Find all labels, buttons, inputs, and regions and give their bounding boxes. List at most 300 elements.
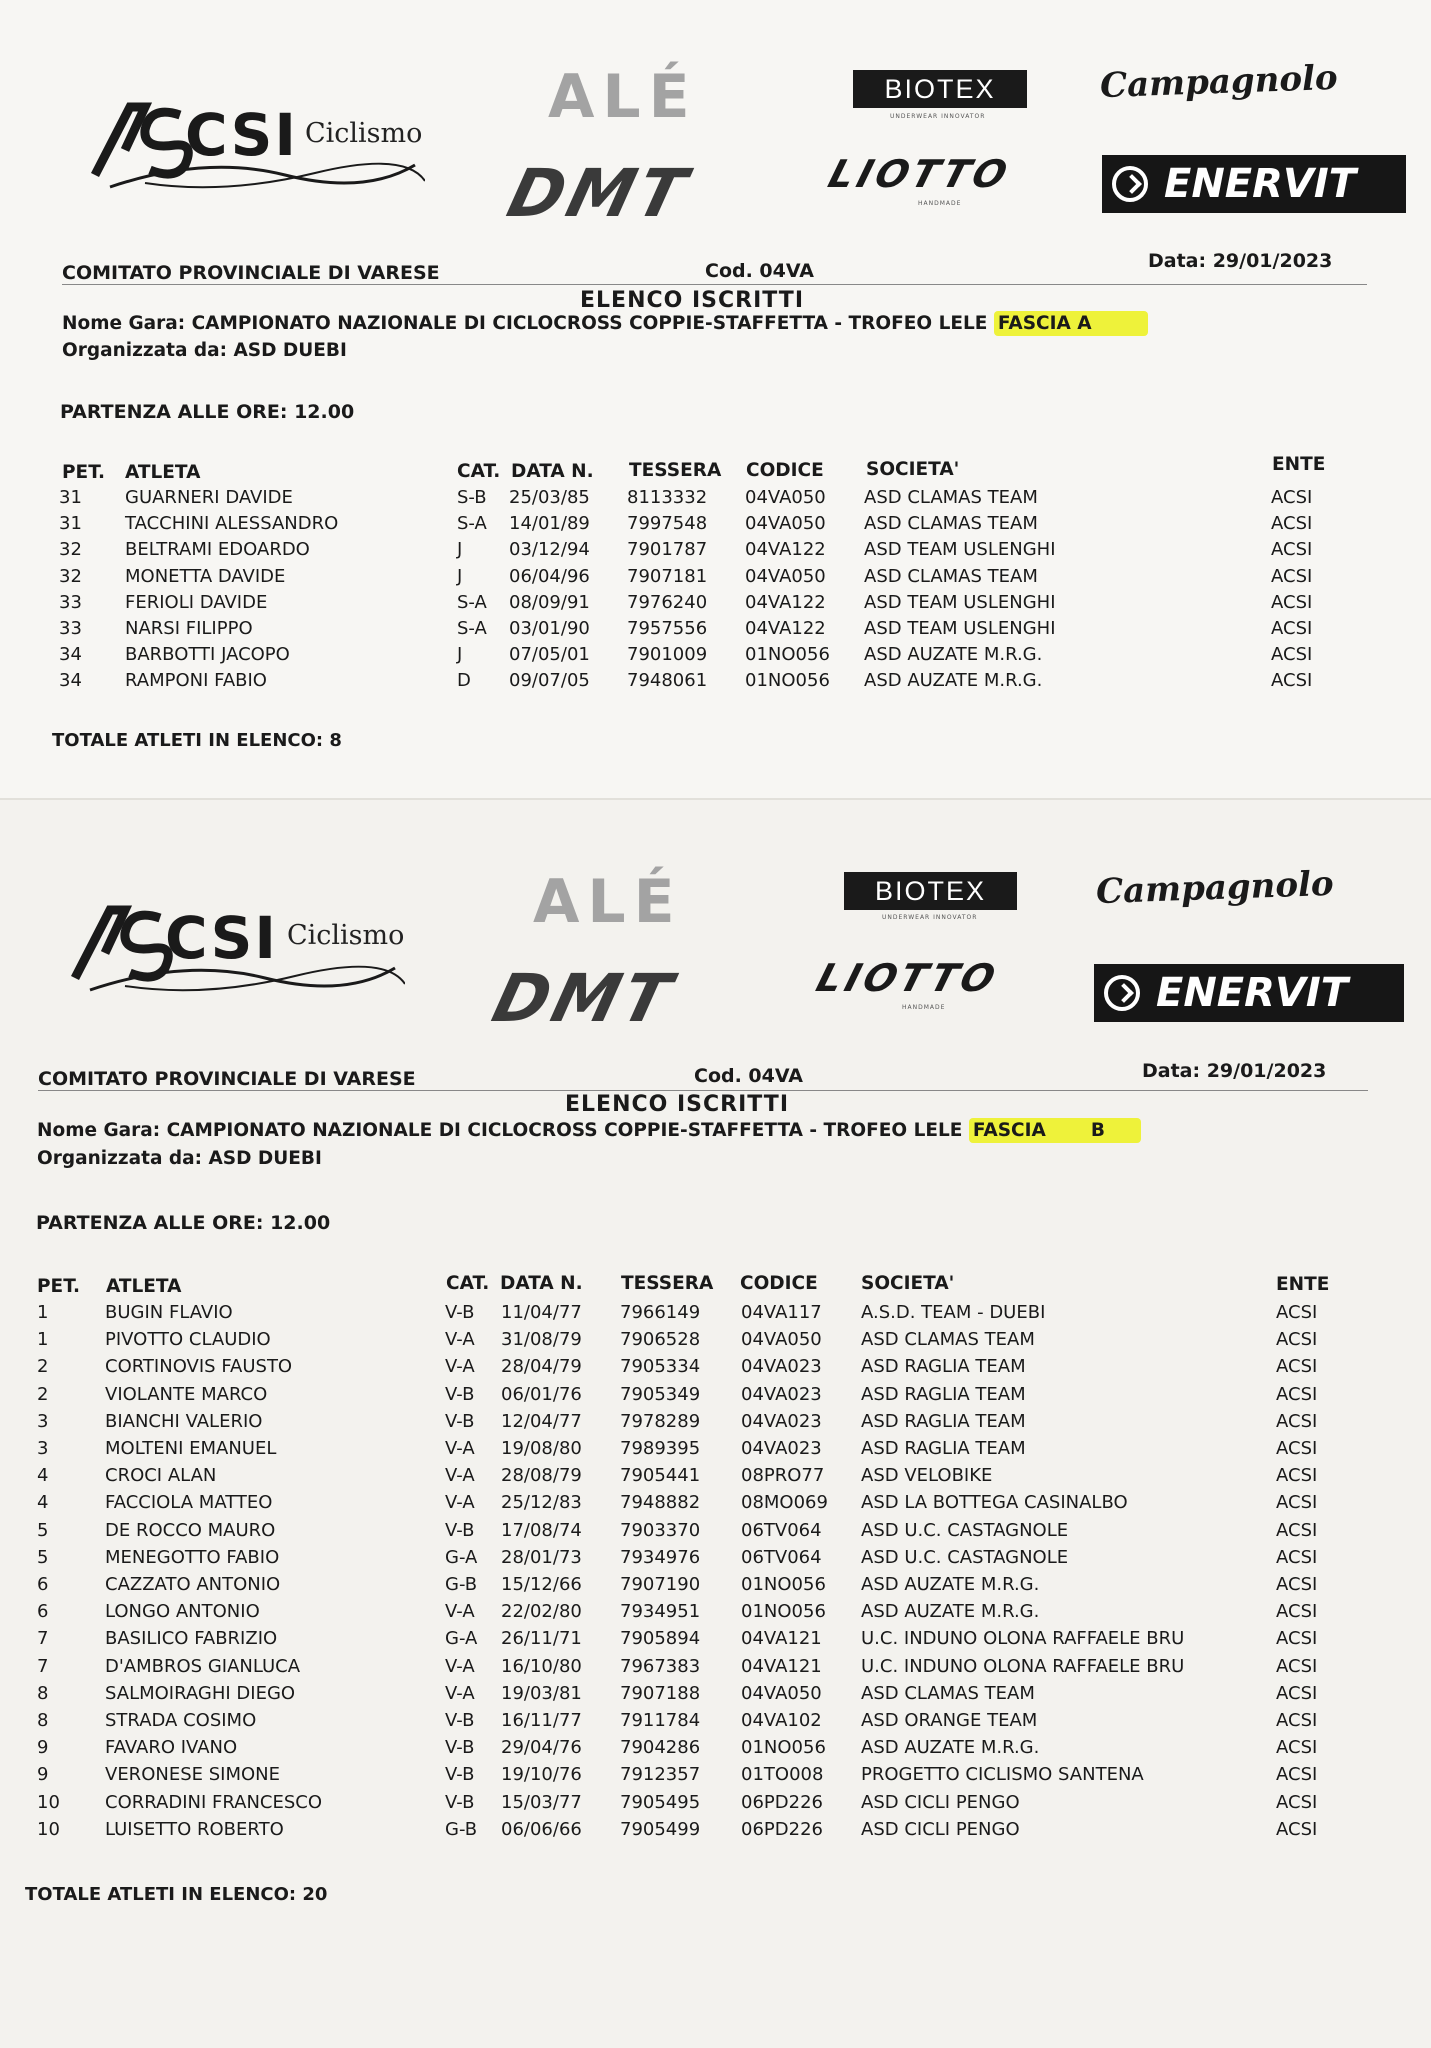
cell-atleta: BASILICO FABRIZIO [105, 1628, 278, 1650]
table-row [0, 1737, 1431, 1763]
table-row [0, 1438, 1431, 1464]
cell-codice: 08PRO77 [741, 1465, 825, 1487]
col-codice: CODICE [746, 460, 824, 481]
cell-tessera: 7907181 [627, 565, 708, 587]
cell-atleta: MOLTENI EMANUEL [105, 1438, 277, 1459]
cell-codice: 04VA050 [745, 487, 826, 508]
cell-pet: 4 [37, 1492, 49, 1514]
cell-ente: ACSI [1276, 1737, 1318, 1759]
enervit-text: ENERVIT [1156, 970, 1349, 1016]
codice-comitato: Cod. 04VA [705, 260, 814, 282]
cell-ente: ACSI [1276, 1601, 1318, 1623]
cell-societa: ASD AUZATE M.R.G. [861, 1574, 1040, 1595]
cell-societa: ASD TEAM USLENGHI [864, 539, 1056, 561]
dmt-logo: DMT [500, 155, 698, 232]
partenza: PARTENZA ALLE ORE: 12.00 [60, 401, 355, 423]
cell-data: 09/07/05 [509, 670, 590, 692]
cell-data: 22/02/80 [501, 1601, 582, 1623]
cell-tessera: 7912357 [620, 1764, 701, 1786]
cell-tessera: 7904286 [620, 1737, 701, 1759]
cell-societa: ASD CLAMAS TEAM [861, 1682, 1035, 1704]
cell-pet: 9 [37, 1764, 49, 1786]
cell-pet: 7 [37, 1628, 49, 1650]
cell-cat: S-A [457, 591, 487, 613]
cell-codice: 04VA023 [741, 1438, 822, 1459]
cell-atleta: CAZZATO ANTONIO [105, 1574, 281, 1595]
cell-codice: 04VA122 [745, 618, 826, 639]
cell-atleta: VERONESE SIMONE [105, 1764, 280, 1786]
table-row [0, 1356, 1431, 1382]
cell-societa: ASD U.C. CASTAGNOLE [861, 1519, 1069, 1541]
cell-ente: ACSI [1276, 1329, 1318, 1351]
header-divider [62, 284, 1367, 285]
cell-ente: ACSI [1276, 1764, 1318, 1786]
organizzata-da: Organizzata da: ASD DUEBI [62, 340, 347, 361]
liotto-logo: LIOTTO [823, 152, 1016, 196]
biotex-logo: BIOTEX [853, 70, 1027, 108]
col-pet: PET. [62, 462, 106, 483]
cell-data: 31/08/79 [501, 1329, 582, 1351]
cell-tessera: 7906528 [620, 1329, 701, 1351]
nome-gara-text: Nome Gara: CAMPIONATO NAZIONALE DI CICLOCROSS COPPIE-STAFFETTA - TROFEO LELE [62, 313, 988, 334]
cell-codice: 06TV064 [741, 1546, 822, 1568]
cell-cat: G-B [445, 1574, 478, 1595]
partenza: PARTENZA ALLE ORE: 12.00 [36, 1212, 331, 1234]
cell-societa: ASD CLAMAS TEAM [864, 565, 1038, 587]
cell-data: 11/04/77 [501, 1302, 582, 1323]
page-title: ELENCO ISCRITTI [565, 1092, 789, 1117]
cell-ente: ACSI [1276, 1410, 1318, 1432]
cell-atleta: CROCI ALAN [105, 1465, 217, 1487]
liotto-logo: LIOTTO [811, 956, 1004, 1000]
cell-codice: 04VA122 [745, 539, 826, 561]
cell-societa: ASD LA BOTTEGA CASINALBO [861, 1492, 1128, 1514]
cell-cat: V-A [445, 1655, 475, 1677]
cell-tessera: 7905894 [620, 1628, 701, 1650]
cell-ente: ACSI [1271, 644, 1313, 666]
cell-tessera: 7907190 [620, 1574, 701, 1595]
cell-pet: 2 [37, 1356, 49, 1378]
cell-cat: J [457, 565, 463, 587]
cell-codice: 06PD226 [741, 1791, 823, 1813]
cell-data: 25/12/83 [501, 1492, 582, 1514]
col-societa: SOCIETA' [866, 459, 960, 480]
cell-atleta: DE ROCCO MAURO [105, 1519, 276, 1541]
cell-atleta: LUISETTO ROBERTO [105, 1818, 284, 1840]
cell-data: 25/03/85 [509, 487, 590, 508]
cell-ente: ACSI [1276, 1655, 1318, 1677]
cell-societa: U.C. INDUNO OLONA RAFFAELE BRU [861, 1628, 1185, 1650]
table-row [0, 566, 1431, 592]
cell-ente: ACSI [1276, 1383, 1318, 1405]
cell-atleta: SALMOIRAGHI DIEGO [105, 1682, 296, 1704]
cell-atleta: CORTINOVIS FAUSTO [105, 1356, 293, 1378]
cell-societa: ASD CLAMAS TEAM [864, 513, 1038, 535]
cell-ente: ACSI [1276, 1519, 1318, 1541]
cell-atleta: BELTRAMI EDOARDO [125, 539, 310, 561]
table-row [0, 1384, 1431, 1410]
cell-cat: S-B [457, 487, 487, 508]
cell-cat: V-B [445, 1410, 475, 1432]
cell-data: 06/01/76 [501, 1383, 582, 1405]
totale-atleti: TOTALE ATLETI IN ELENCO: 20 [25, 1884, 328, 1905]
cell-tessera: 7907188 [620, 1682, 701, 1704]
cell-atleta: CORRADINI FRANCESCO [105, 1791, 323, 1813]
cell-data: 16/11/77 [501, 1710, 582, 1731]
cell-codice: 04VA122 [745, 591, 826, 613]
acsi-ciclismo-text: Ciclismo [287, 920, 405, 951]
cell-data: 28/04/79 [501, 1356, 582, 1378]
cell-societa: ASD RAGLIA TEAM [861, 1383, 1026, 1405]
cell-societa: ASD VELOBIKE [861, 1465, 993, 1487]
cell-pet: 31 [59, 513, 82, 535]
cell-pet: 31 [59, 487, 82, 508]
enervit-logo [1102, 155, 1406, 213]
table-row [0, 1628, 1431, 1654]
col-data-n: DATA N. [500, 1273, 583, 1294]
table-row [0, 513, 1431, 539]
nome-gara-text: Nome Gara: CAMPIONATO NAZIONALE DI CICLOCROSS COPPIE-STAFFETTA - TROFEO LELE [37, 1120, 963, 1141]
cell-data: 26/11/71 [501, 1628, 582, 1650]
cell-tessera: 7905334 [620, 1356, 701, 1378]
cell-tessera: 7957556 [627, 618, 708, 639]
cell-data: 07/05/01 [509, 644, 590, 666]
svg-text:CSI: CSI [165, 904, 278, 972]
cell-pet: 3 [37, 1410, 49, 1432]
cell-societa: ASD TEAM USLENGHI [864, 591, 1056, 613]
table-row [0, 1792, 1431, 1818]
cell-atleta: RAMPONI FABIO [125, 670, 267, 692]
cell-atleta: FERIOLI DAVIDE [125, 591, 268, 613]
cell-data: 28/08/79 [501, 1465, 582, 1487]
cell-data: 03/12/94 [509, 539, 590, 561]
codice-comitato: Cod. 04VA [694, 1065, 803, 1087]
cell-pet: 2 [37, 1383, 49, 1405]
cell-tessera: 7989395 [620, 1438, 701, 1459]
fascia-value: B [1090, 1120, 1106, 1141]
col-data-n: DATA N. [511, 461, 594, 482]
cell-pet: 32 [59, 565, 82, 587]
cell-ente: ACSI [1271, 591, 1313, 613]
cell-ente: ACSI [1276, 1682, 1318, 1704]
fascia-highlight [994, 311, 1148, 336]
cell-atleta: BARBOTTI JACOPO [125, 644, 290, 666]
cell-ente: ACSI [1276, 1438, 1318, 1459]
cell-tessera: 7905499 [620, 1818, 701, 1840]
svg-text:CSI: CSI [185, 101, 298, 169]
cell-tessera: 7903370 [620, 1519, 701, 1541]
cell-codice: 06TV064 [741, 1519, 822, 1541]
cell-data: 15/03/77 [501, 1791, 582, 1813]
fascia-highlight [969, 1118, 1141, 1143]
col-cat: CAT. [457, 461, 501, 482]
cell-pet: 34 [59, 670, 82, 692]
data-documento: Data: 29/01/2023 [1142, 1060, 1327, 1082]
cell-ente: ACSI [1276, 1546, 1318, 1568]
cell-tessera: 8113332 [627, 487, 708, 508]
cell-pet: 5 [37, 1519, 49, 1541]
cell-societa: ASD RAGLIA TEAM [861, 1438, 1026, 1459]
fascia-label: FASCIA [997, 313, 1071, 334]
cell-cat: V-A [445, 1465, 475, 1487]
cell-data: 19/10/76 [501, 1764, 582, 1786]
cell-societa: ASD AUZATE M.R.G. [861, 1737, 1040, 1759]
liotto-subtitle: HANDMADE [902, 1004, 946, 1011]
cell-tessera: 7978289 [620, 1410, 701, 1432]
cell-pet: 1 [37, 1302, 49, 1323]
biotex-subtitle: UNDERWEAR INNOVATOR [890, 113, 986, 120]
cell-societa: ASD RAGLIA TEAM [861, 1356, 1026, 1378]
sheet-fascia-b [0, 800, 1431, 2048]
table-row [0, 1601, 1431, 1627]
table-row [0, 1710, 1431, 1736]
table-row [0, 1302, 1431, 1328]
cell-societa: A.S.D. TEAM - DUEBI [861, 1302, 1046, 1323]
cell-codice: 04VA050 [745, 565, 826, 587]
cell-atleta: TACCHINI ALESSANDRO [125, 513, 339, 535]
cell-codice: 01NO056 [741, 1574, 826, 1595]
col-ente: ENTE [1276, 1274, 1330, 1295]
table-row [0, 1411, 1431, 1437]
cell-cat: V-A [445, 1329, 475, 1351]
cell-societa: ASD AUZATE M.R.G. [864, 670, 1043, 692]
liotto-subtitle: HANDMADE [918, 200, 962, 207]
cell-tessera: 7934976 [620, 1546, 701, 1568]
cell-ente: ACSI [1271, 618, 1313, 639]
sheet-fascia-a [0, 0, 1431, 800]
cell-codice: 04VA121 [741, 1655, 822, 1677]
cell-pet: 8 [37, 1710, 49, 1731]
cell-atleta: FAVARO IVANO [105, 1737, 238, 1759]
table-row [0, 539, 1431, 565]
cell-codice: 01NO056 [745, 644, 830, 666]
table-row [0, 1329, 1431, 1355]
cell-codice: 04VA050 [741, 1329, 822, 1351]
table-row [0, 1465, 1431, 1491]
cell-cat: V-A [445, 1682, 475, 1704]
cell-atleta: BIANCHI VALERIO [105, 1410, 263, 1432]
cell-cat: V-B [445, 1302, 475, 1323]
cell-ente: ACSI [1276, 1465, 1318, 1487]
cell-data: 06/06/66 [501, 1818, 582, 1840]
cell-cat: D [457, 670, 471, 692]
cell-societa: ASD AUZATE M.R.G. [861, 1601, 1040, 1623]
cell-codice: 04VA023 [741, 1356, 822, 1378]
organizzata-da: Organizzata da: ASD DUEBI [37, 1148, 322, 1169]
table-row [0, 1819, 1431, 1845]
header-divider [38, 1090, 1368, 1091]
cell-tessera: 7911784 [620, 1710, 701, 1731]
cell-cat: G-A [445, 1628, 478, 1650]
cell-ente: ACSI [1271, 513, 1313, 535]
cell-atleta: MONETTA DAVIDE [125, 565, 286, 587]
cell-cat: V-B [445, 1383, 475, 1405]
cell-ente: ACSI [1271, 565, 1313, 587]
enervit-arrow-icon [1112, 166, 1148, 202]
acsi-ciclismo-text: Ciclismo [305, 118, 423, 149]
cell-societa: ASD CLAMAS TEAM [861, 1329, 1035, 1351]
nome-gara [62, 313, 1148, 334]
cell-pet: 10 [37, 1818, 60, 1840]
cell-data: 19/08/80 [501, 1438, 582, 1459]
cell-codice: 08MO069 [741, 1492, 828, 1514]
cell-cat: V-B [445, 1519, 475, 1541]
table-row [0, 644, 1431, 670]
cell-ente: ACSI [1276, 1492, 1318, 1514]
cell-societa: ASD RAGLIA TEAM [861, 1410, 1026, 1432]
cell-pet: 33 [59, 591, 82, 613]
cell-ente: ACSI [1271, 539, 1313, 561]
table-row [0, 487, 1431, 513]
comitato: COMITATO PROVINCIALE DI VARESE [38, 1068, 416, 1090]
table-row [0, 1492, 1431, 1518]
cell-tessera: 7901787 [627, 539, 708, 561]
col-atleta: ATLETA [106, 1276, 182, 1297]
cell-pet: 33 [59, 618, 82, 639]
cell-tessera: 7966149 [620, 1302, 701, 1323]
ale-logo: ALÉ [533, 867, 683, 937]
cell-codice: 04VA050 [741, 1682, 822, 1704]
cell-pet: 8 [37, 1682, 49, 1704]
cell-atleta: D'AMBROS GIANLUCA [105, 1655, 301, 1677]
cell-atleta: GUARNERI DAVIDE [125, 487, 293, 508]
cell-cat: G-B [445, 1818, 478, 1840]
cell-data: 15/12/66 [501, 1574, 582, 1595]
biotex-logo: BIOTEX [844, 872, 1017, 910]
cell-data: 08/09/91 [509, 591, 590, 613]
cell-cat: V-B [445, 1791, 475, 1813]
col-tessera: TESSERA [629, 460, 722, 481]
cell-pet: 5 [37, 1546, 49, 1568]
cell-tessera: 7905441 [620, 1465, 701, 1487]
cell-atleta: BUGIN FLAVIO [105, 1302, 233, 1323]
cell-cat: V-B [445, 1764, 475, 1786]
cell-pet: 7 [37, 1655, 49, 1677]
col-cat: CAT. [446, 1273, 490, 1294]
cell-societa: ASD CICLI PENGO [861, 1818, 1020, 1840]
table-row [0, 1574, 1431, 1600]
cell-pet: 3 [37, 1438, 49, 1459]
table-row [0, 1656, 1431, 1682]
cell-ente: ACSI [1276, 1356, 1318, 1378]
table-row [0, 592, 1431, 618]
cell-societa: PROGETTO CICLISMO SANTENA [861, 1764, 1144, 1786]
table-row [0, 1683, 1431, 1709]
cell-pet: 4 [37, 1465, 49, 1487]
cell-cat: V-A [445, 1492, 475, 1514]
fascia-label: FASCIA [972, 1120, 1046, 1141]
cell-cat: J [457, 539, 463, 561]
cell-societa: ASD ORANGE TEAM [861, 1710, 1038, 1731]
cell-codice: 01NO056 [745, 670, 830, 692]
nome-gara [37, 1120, 1141, 1141]
cell-pet: 32 [59, 539, 82, 561]
cell-cat: V-B [445, 1737, 475, 1759]
cell-cat: S-A [457, 618, 487, 639]
cell-data: 14/01/89 [509, 513, 590, 535]
cell-data: 29/04/76 [501, 1737, 582, 1759]
campagnolo-logo: Campagnolo [1099, 57, 1339, 107]
cell-ente: ACSI [1276, 1818, 1318, 1840]
cell-atleta: VIOLANTE MARCO [105, 1383, 268, 1405]
cell-atleta: PIVOTTO CLAUDIO [105, 1329, 271, 1351]
cell-cat: J [457, 644, 463, 666]
cell-atleta: FACCIOLA MATTEO [105, 1492, 273, 1514]
cell-codice: 04VA023 [741, 1410, 822, 1432]
cell-tessera: 7905495 [620, 1791, 701, 1813]
page-title: ELENCO ISCRITTI [580, 288, 804, 313]
enervit-text: ENERVIT [1164, 161, 1357, 207]
col-codice: CODICE [740, 1273, 818, 1294]
cell-codice: 04VA121 [741, 1628, 822, 1650]
cell-societa: ASD AUZATE M.R.G. [864, 644, 1043, 666]
table-row [0, 1520, 1431, 1546]
cell-pet: 10 [37, 1791, 60, 1813]
cell-pet: 6 [37, 1574, 49, 1595]
table-row [0, 1764, 1431, 1790]
cell-codice: 04VA050 [745, 513, 826, 535]
cell-codice: 01NO056 [741, 1737, 826, 1759]
table-row [0, 1547, 1431, 1573]
col-tessera: TESSERA [621, 1273, 714, 1294]
cell-data: 06/04/96 [509, 565, 590, 587]
cell-ente: ACSI [1276, 1574, 1318, 1595]
dmt-logo: DMT [485, 960, 683, 1037]
cell-ente: ACSI [1276, 1628, 1318, 1650]
cell-data: 17/08/74 [501, 1519, 582, 1541]
cell-tessera: 7948061 [627, 670, 708, 692]
data-documento: Data: 29/01/2023 [1148, 250, 1333, 272]
cell-atleta: STRADA COSIMO [105, 1710, 257, 1731]
cell-tessera: 7976240 [627, 591, 708, 613]
cell-data: 16/10/80 [501, 1655, 582, 1677]
cell-pet: 1 [37, 1329, 49, 1351]
campagnolo-logo: Campagnolo [1095, 863, 1335, 913]
cell-cat: V-A [445, 1438, 475, 1459]
cell-pet: 9 [37, 1737, 49, 1759]
biotex-subtitle: UNDERWEAR INNOVATOR [882, 914, 978, 921]
comitato: COMITATO PROVINCIALE DI VARESE [62, 262, 440, 284]
cell-tessera: 7997548 [627, 513, 708, 535]
cell-data: 12/04/77 [501, 1410, 582, 1432]
cell-atleta: LONGO ANTONIO [105, 1601, 260, 1623]
cell-cat: V-A [445, 1356, 475, 1378]
enervit-logo [1094, 964, 1404, 1022]
cell-tessera: 7967383 [620, 1655, 701, 1677]
cell-codice: 04VA102 [741, 1710, 822, 1731]
cell-data: 19/03/81 [501, 1682, 582, 1704]
cell-cat: V-A [445, 1601, 475, 1623]
cell-atleta: MENEGOTTO FABIO [105, 1546, 280, 1568]
cell-data: 28/01/73 [501, 1546, 582, 1568]
cell-codice: 01TO008 [741, 1764, 824, 1786]
col-atleta: ATLETA [125, 462, 201, 483]
cell-codice: 04VA117 [741, 1302, 822, 1323]
cell-ente: ACSI [1276, 1302, 1318, 1323]
enervit-arrow-icon [1104, 975, 1140, 1011]
table-row [0, 618, 1431, 644]
cell-cat: S-A [457, 513, 487, 535]
cell-cat: G-A [445, 1546, 478, 1568]
cell-atleta: NARSI FILIPPO [125, 618, 253, 639]
cell-societa: ASD CLAMAS TEAM [864, 487, 1038, 508]
cell-codice: 06PD226 [741, 1818, 823, 1840]
cell-ente: ACSI [1276, 1791, 1318, 1813]
cell-ente: ACSI [1271, 487, 1313, 508]
col-pet: PET. [37, 1276, 81, 1297]
cell-cat: V-B [445, 1710, 475, 1731]
cell-tessera: 7948882 [620, 1492, 701, 1514]
